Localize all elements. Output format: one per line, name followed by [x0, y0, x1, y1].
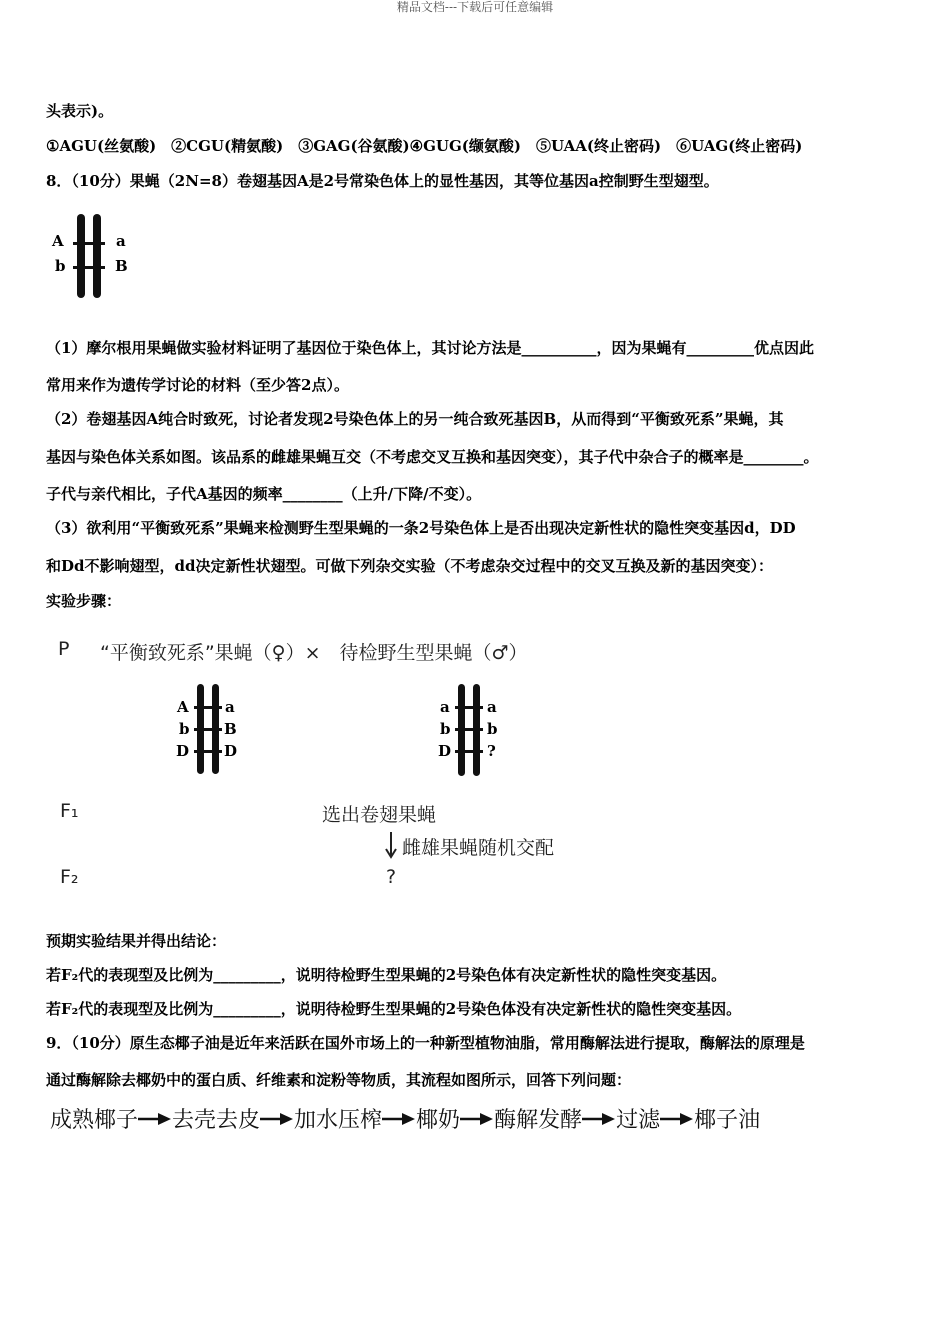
- question-8-part-2: （2）卷翅基因A纯合时致死，讨论者发现2号染色体上的另一纯合致死基因B，从而得到“平衡致死系”果蝇，其: [46, 410, 784, 428]
- gene-label: b: [440, 720, 451, 738]
- gene-locus-line: [455, 706, 483, 709]
- text-line-1: 头表示)。: [46, 102, 114, 120]
- gene-locus-line: [73, 242, 105, 245]
- gene-label: a: [225, 698, 235, 716]
- question-8-stem: 8．（10分）果蝇（2N=8）卷翅基因A是2号常染色体上的显性基因，其等位基因a控制野生型翅型。: [46, 172, 719, 190]
- process-flow: [50, 1103, 760, 1134]
- parent1-chromosomes: [173, 682, 253, 778]
- question-8-part-3-cont: 和Dd不影响翅型，dd决定新性状翅型。可做下列杂交实验（不考虑杂交过程中的交叉互换及新的基因突变）：: [46, 557, 773, 575]
- parent2-chromosomes: [434, 682, 514, 778]
- gene-label: D: [224, 742, 238, 760]
- gene-label: b: [55, 257, 66, 275]
- arrow-right-icon: [260, 1112, 294, 1126]
- flow-step: 加水压榨: [294, 1108, 383, 1133]
- gene-label: a: [440, 698, 450, 716]
- arrow-right-icon: [582, 1112, 616, 1126]
- arrow-right-icon: [660, 1112, 694, 1126]
- flow-step: 椰奶: [416, 1108, 461, 1133]
- gene-label: A: [177, 698, 189, 716]
- question-8-part-2-cont2: 子代与亲代相比，子代A基因的频率________（上升/下降/不变）。: [46, 485, 482, 503]
- arrow-right-icon: [382, 1112, 416, 1126]
- question-9-stem-cont: 通过酶解除去椰奶中的蛋白质、纤维素和淀粉等物质，其流程如图所示，回答下列问题：: [46, 1071, 632, 1089]
- conclusion-line-2: 若F₂代的表现型及比例为_________，说明待检野生型果蝇的2号染色体没有决定新性状的隐性突变基因。: [46, 1000, 742, 1018]
- flow-step: 酶解发酵: [494, 1108, 583, 1133]
- flow-step: 去壳去皮: [172, 1108, 261, 1133]
- arrow-right-icon: [460, 1112, 494, 1126]
- chromosome-figure-1: [50, 212, 150, 304]
- gene-label: A: [52, 232, 64, 250]
- gene-locus-line: [194, 728, 222, 731]
- down-arrow-icon: [384, 831, 398, 859]
- chromosome-left: [77, 214, 85, 298]
- gene-label: a: [487, 698, 497, 716]
- gene-label: ?: [487, 742, 496, 760]
- cross-diagram: [58, 632, 638, 892]
- f2-unknown: ?: [386, 866, 397, 888]
- generation-label-f2: F₂: [60, 866, 79, 888]
- question-8-part-3: （3）欲利用“平衡致死系”果蝇来检测野生型果蝇的一条2号染色体上是否出现决定新性状的隐性突变基因d，DD: [46, 519, 796, 537]
- gene-label: a: [116, 232, 126, 250]
- generation-label-f1: F₁: [60, 800, 79, 822]
- gene-locus-line: [73, 266, 105, 269]
- gene-label: b: [487, 720, 498, 738]
- gene-locus-line: [455, 750, 483, 753]
- f1-selection-text: 选出卷翅果蝇: [322, 804, 437, 826]
- gene-label: b: [179, 720, 190, 738]
- gene-label: D: [176, 742, 190, 760]
- question-9-stem: 9．（10分）原生态椰子油是近年来活跃在国外市场上的一种新型植物油脂，常用酶解法进行提取，酶解法的原理是: [46, 1034, 805, 1052]
- arrow-right-icon: [138, 1112, 172, 1126]
- question-8-part-1-cont: 常用来作为遗传学讨论的材料（至少答2点）。: [46, 376, 349, 394]
- flow-step: 成熟椰子: [50, 1108, 139, 1133]
- cross-description: “平衡致死系”果蝇（♀）× 待检野生型果蝇（♂）: [100, 642, 528, 664]
- flow-step: 椰子油: [694, 1108, 761, 1133]
- gene-locus-line: [194, 706, 222, 709]
- page-header: 精品文档---下载后可任意编辑: [396, 0, 554, 14]
- generation-label-p: P: [58, 638, 70, 660]
- gene-locus-line: [455, 728, 483, 731]
- gene-label: B: [115, 257, 128, 275]
- gene-label: D: [438, 742, 452, 760]
- random-mating-text: 雌雄果蝇随机交配: [402, 837, 555, 859]
- conclusion-line-1: 若F₂代的表现型及比例为_________，说明待检野生型果蝇的2号染色体有决定新性状的隐性突变基因。: [46, 966, 727, 984]
- text-line-codons: ①AGU(丝氨酸) ②CGU(精氨酸) ③GAG(谷氨酸)④GUG(缬氨酸) ⑤UAA(终止密码) ⑥UAG(终止密码): [46, 137, 803, 155]
- question-8-part-1: （1）摩尔根用果蝇做实验材料证明了基因位于染色体上，其讨论方法是__________，因为果蝇有_________优点因此: [46, 339, 814, 357]
- gene-locus-line: [194, 750, 222, 753]
- gene-label: B: [224, 720, 237, 738]
- flow-step: 过滤: [616, 1108, 661, 1133]
- chromosome-right: [93, 214, 101, 298]
- experiment-steps-label: 实验步骤：: [46, 592, 122, 610]
- question-8-part-2-cont: 基因与染色体关系如图。该品系的雌雄果蝇互交（不考虑交叉互换和基因突变），其子代中杂合子的概率是________。: [46, 448, 819, 466]
- expected-results-label: 预期实验结果并得出结论：: [46, 932, 227, 950]
